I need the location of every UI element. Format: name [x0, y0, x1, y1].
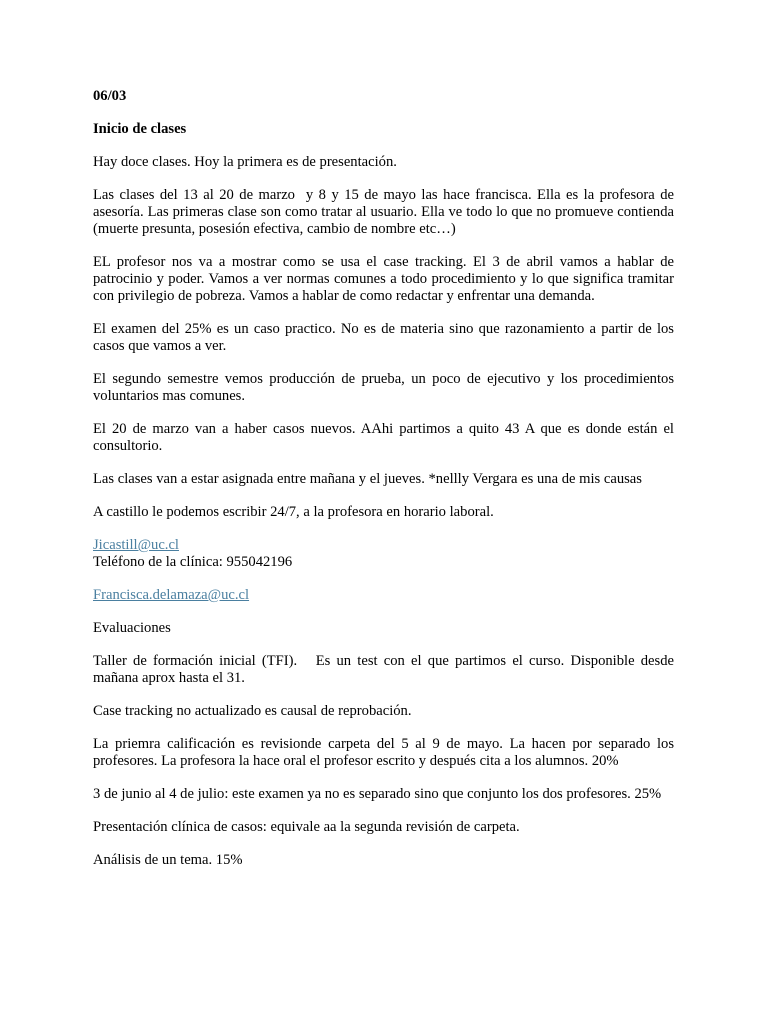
evaluation-topic-analysis: Análisis de un tema. 15%	[93, 852, 243, 868]
paragraph-contact-hours: A castillo le podemos escribir 24/7, a la profesora en horario laboral.	[93, 504, 494, 520]
paragraph-intro: Hay doce clases. Hoy la primera es de presentación.	[93, 154, 397, 170]
evaluation-tfi: Taller de formación inicial (TFI). Es un test con el que partimos el curso. Disponible desde mañana aprox hasta el 31.	[93, 653, 678, 686]
paragraph-second-semester: El segundo semestre vemos producción de prueba, un poco de ejecutivo y los procedimientos voluntarios mas comunes.	[93, 371, 674, 404]
clinic-phone: Teléfono de la clínica: 955042196	[93, 554, 293, 570]
evaluation-first-grade: La priemra calificación es revisionde carpeta del 5 al 9 de mayo. La hacen por separado los profesores. La profesora la hace oral el profesor escrito y después cita a los alumnos. 20%	[93, 736, 674, 769]
document-heading: Inicio de clases	[93, 121, 187, 137]
evaluation-june-exam: 3 de junio al 4 de julio: este examen ya no es separado sino que conjunto los dos profesores. 25%	[93, 786, 662, 802]
evaluation-clinical-presentation: Presentación clínica de casos: equivale aa la segunda revisión de carpeta.	[93, 819, 520, 835]
email-francisca[interactable]: Francisca.delamaza@uc.cl	[93, 587, 250, 603]
evaluation-case-tracking: Case tracking no actualizado es causal de reprobación.	[93, 703, 412, 719]
paragraph-francisca-classes: Las clases del 13 al 20 de marzo y 8 y 15 de mayo las hace francisca. Ella es la profesora de asesoría. Las primeras clase son como tratar al usuario. Ella ve todo lo que no promueve contienda (muerte presunta, posesión efectiva, cambio de nombre etc…)	[93, 187, 678, 237]
evaluations-title: Evaluaciones	[93, 620, 171, 636]
document-page	[93, 88, 678, 885]
paragraph-new-cases: El 20 de marzo van a haber casos nuevos. AAhi partimos a quito 43 A que es donde están el consultorio.	[93, 421, 674, 454]
paragraph-exam: El examen del 25% es un caso practico. No es de materia sino que razonamiento a partir de los casos que vamos a ver.	[93, 321, 674, 354]
paragraph-case-tracking: EL profesor nos va a mostrar como se usa el case tracking. El 3 de abril vamos a hablar de patrocinio y poder. Vamos a ver normas comunes a todo procedimiento y lo que significa tramitar con privilegio de pobreza. Vamos a hablar de como redactar y enfrentar una demanda.	[93, 254, 674, 304]
email-link-francisca[interactable]	[93, 587, 674, 604]
email-link-castillo[interactable]	[93, 537, 674, 554]
email-castillo[interactable]: Jicastill@uc.cl	[93, 537, 179, 553]
document-date: 06/03	[93, 88, 127, 104]
paragraph-class-schedule: Las clases van a estar asignada entre mañana y el jueves. *nellly Vergara es una de mis causas	[93, 471, 642, 487]
